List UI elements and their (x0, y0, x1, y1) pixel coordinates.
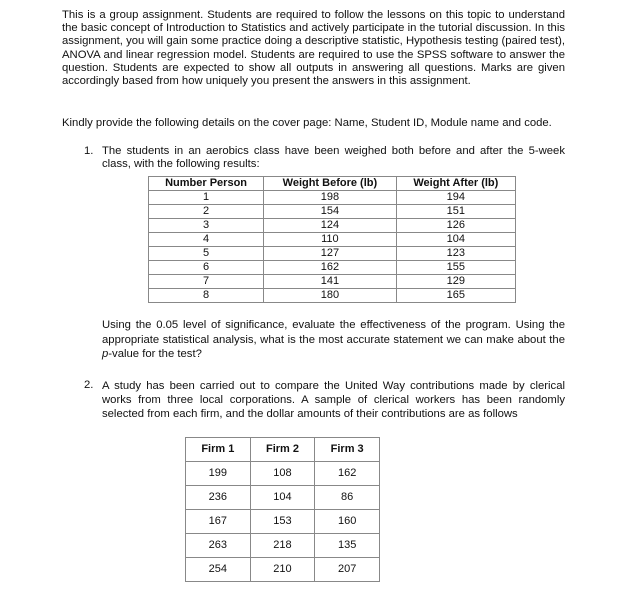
table-row (149, 247, 516, 261)
table-cell: 162 (264, 261, 397, 275)
q1-question-end: -value for the test? (108, 348, 202, 360)
table-cell: 141 (264, 275, 397, 289)
column-header: Firm 2 (250, 438, 315, 462)
table-row (149, 233, 516, 247)
table-cell: 4 (149, 233, 264, 247)
table-cell: 194 (396, 191, 515, 205)
table-cell: 124 (264, 219, 397, 233)
contributions-table (185, 437, 380, 582)
table-row (149, 205, 516, 219)
table-row (149, 261, 516, 275)
table-cell: 218 (250, 534, 315, 558)
intro-paragraph: This is a group assignment. Students are required to follow the lessons on this topic to understand the basic concept of Introduction to Statistics and actively participate in the tutorial discussion. In this assignment, you will gain some practice doing a descriptive statistic, Hypothesis testing (paired test), ANOVA and linear regression model. Students are required to use the SPSS software to answer the question. Students are expected to show all outputs in answering all questions. Marks are given accordingly based from how uniquely you present the answers in this assignment. (62, 9, 565, 88)
table-cell: 167 (186, 510, 251, 534)
table-cell: 254 (186, 558, 251, 582)
q1-text: The students in an aerobics class have been weighed both before and after the 5-week class, with the following results: (102, 145, 565, 171)
table-cell: 104 (250, 486, 315, 510)
table-cell: 104 (396, 233, 515, 247)
table-cell: 135 (315, 534, 380, 558)
q1-question-text: Using the 0.05 level of significance, evaluate the effectiveness of the program. Using the appropriate statistical analysis, what is the most accurate statement we can make about the (102, 319, 565, 346)
q1-question (102, 318, 565, 362)
table-cell: 1 (149, 191, 264, 205)
table-cell: 129 (396, 275, 515, 289)
table-cell: 6 (149, 261, 264, 275)
table-cell: 210 (250, 558, 315, 582)
table-cell: 160 (315, 510, 380, 534)
table-row (149, 275, 516, 289)
table-cell: 155 (396, 261, 515, 275)
table-cell: 86 (315, 486, 380, 510)
table-row (186, 486, 380, 510)
table-row (186, 534, 380, 558)
table-cell: 207 (315, 558, 380, 582)
table-cell: 198 (264, 191, 397, 205)
table-cell: 154 (264, 205, 397, 219)
column-header: Weight Before (lb) (264, 177, 397, 191)
table-cell: 126 (396, 219, 515, 233)
table-row (149, 219, 516, 233)
cover-page-instructions: Kindly provide the following details on the cover page: Name, Student ID, Module name and code. (62, 117, 552, 129)
table-cell: 123 (396, 247, 515, 261)
table-cell: 2 (149, 205, 264, 219)
table-cell: 3 (149, 219, 264, 233)
table-row (186, 558, 380, 582)
column-header: Number Person (149, 177, 264, 191)
table-cell: 127 (264, 247, 397, 261)
table-cell: 162 (315, 462, 380, 486)
table-cell: 199 (186, 462, 251, 486)
table-cell: 7 (149, 275, 264, 289)
column-header: Firm 3 (315, 438, 380, 462)
table-row (186, 510, 380, 534)
table-cell: 153 (250, 510, 315, 534)
table-cell: 8 (149, 289, 264, 303)
q2-text: A study has been carried out to compare the United Way contributions made by clerical works from three local corporations. A sample of clerical workers has been randomly selected from each firm, and the dollar amounts of their contributions are as follows (102, 380, 565, 420)
table-cell: 151 (396, 205, 515, 219)
column-header: Weight After (lb) (396, 177, 515, 191)
table-cell: 180 (264, 289, 397, 303)
q2-number: 2. (84, 379, 94, 391)
table-cell: 110 (264, 233, 397, 247)
table-cell: 236 (186, 486, 251, 510)
table-cell: 108 (250, 462, 315, 486)
table-row (186, 462, 380, 486)
p-italic: p (102, 348, 109, 360)
weights-table (148, 176, 516, 303)
column-header: Firm 1 (186, 438, 251, 462)
table-row (149, 289, 516, 303)
table-cell: 165 (396, 289, 515, 303)
table-cell: 263 (186, 534, 251, 558)
q1-number: 1. (84, 145, 94, 157)
table-row (149, 191, 516, 205)
table-cell: 5 (149, 247, 264, 261)
